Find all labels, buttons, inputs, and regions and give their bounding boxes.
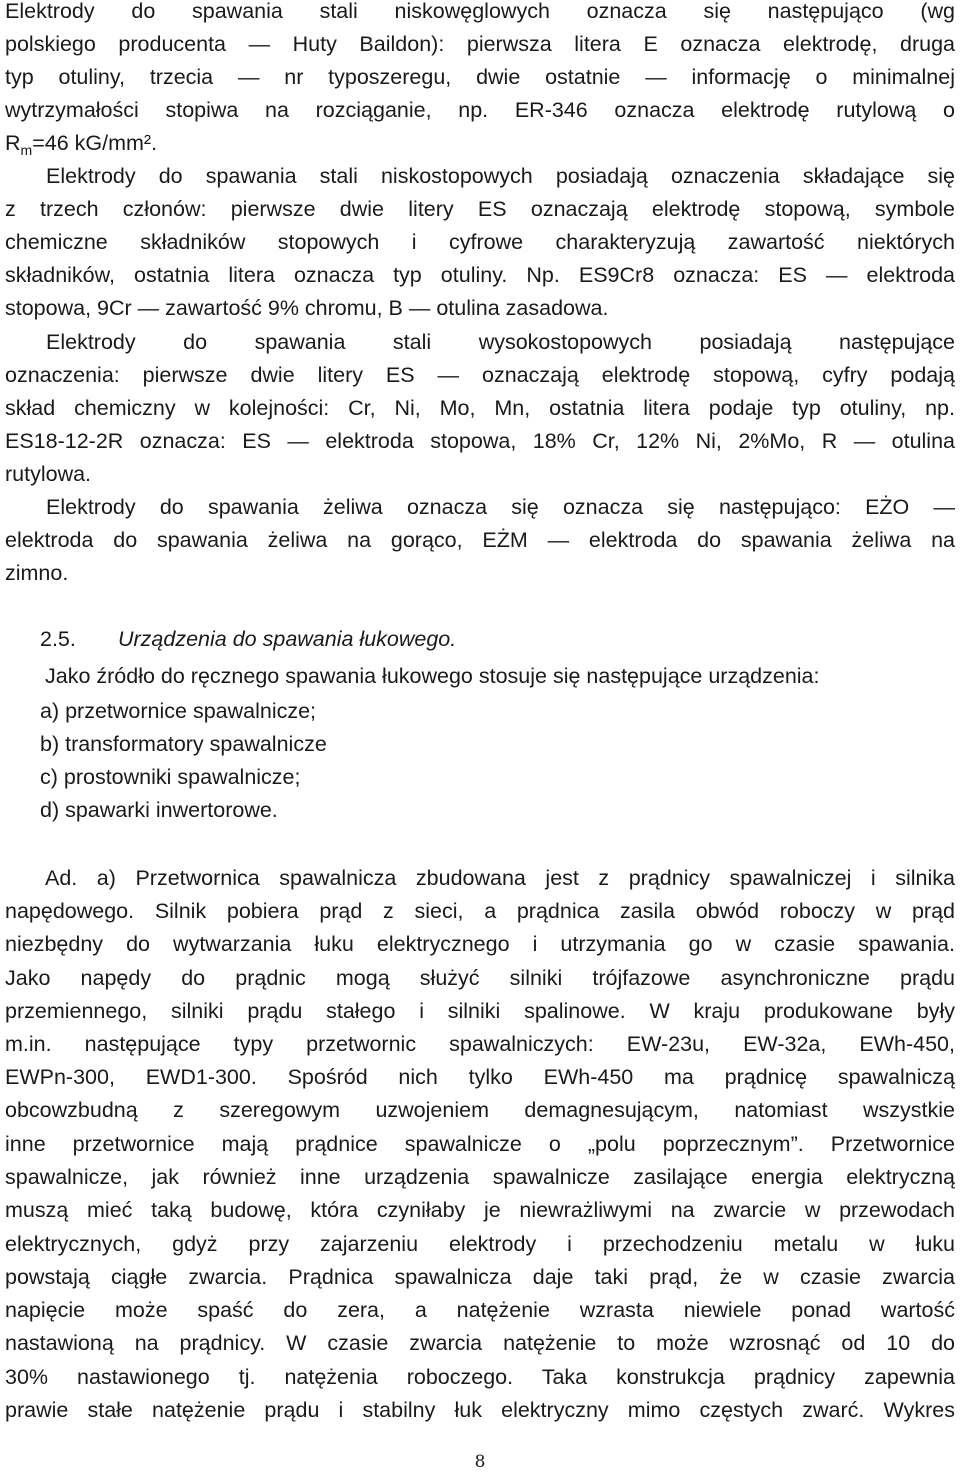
text-line: rutylowa. [5,462,92,486]
list-item: c) prostowniki spawalnicze; [40,765,301,789]
text-line: ES18-12-2R oznacza: ES — elektroda stopowa, 18% Cr, 12% Ni, 2%Mo, R — otulina [5,429,955,453]
text-line: Jako napędy do prądnic mogą służyć silniki trójfazowe asynchroniczne prądu [5,966,955,990]
section-title: Urządzenia do spawania łukowego. [118,627,457,651]
text-line: Elektrody do spawania stali wysokostopowych posiadają następujące [46,330,955,354]
text-line: inne przetwornice mają prądnice spawalnicze o „polu poprzecznym”. Przetwornice [5,1132,955,1156]
text-line: EWPn-300, EWD1-300. Spośród nich tylko EWh-450 ma prądnicę spawalniczą [5,1065,955,1089]
text-line: wytrzymałości stopiwa na rozciąganie, np. ER-346 oznacza elektrodę rutylową o [5,98,955,122]
text-line: Ad. a) Przetwornica spawalnicza zbudowana jest z prądnicy spawalniczej i silnika [45,866,955,890]
text-line: spawalnicze, jak również inne urządzenia spawalnicze zasilające energia elektryczną [5,1165,955,1189]
formula-subscript: m [20,142,33,158]
text-line: polskiego producenta — Huty Baildon): pierwsza litera E oznacza elektrodę, druga [5,32,955,56]
text-line: napięcie może spaść do zera, a natężenie wzrasta niewiele ponad wartość [5,1298,955,1322]
text-line: typ otuliny, trzecia — nr typoszeregu, dwie ostatnie — informację o minimalnej [5,65,955,89]
text-line: z trzech członów: pierwsze dwie litery ES oznaczają elektrodę stopową, symbole [5,197,955,221]
formula-value: =46 kG/mm². [32,131,158,155]
text-line: skład chemiczny w kolejności: Cr, Ni, Mo, Mn, ostatnia litera podaje typ otuliny, np. [5,396,955,420]
text-line: przemiennego, silniki prądu stałego i silniki spalinowe. W kraju produkowane były [5,999,955,1023]
page-number: 8 [474,1452,486,1472]
section-number: 2.5. [40,627,76,651]
text-line: elektrycznych, gdyż przy zajarzeniu elektrody i przechodzeniu metalu w łuku [5,1232,955,1256]
text-line: obcowzbudną z szeregowym uzwojeniem demagnesującym, natomiast wszystkie [5,1098,955,1122]
text-line: m.in. następujące typy przetwornic spawalniczych: EW-23u, EW-32a, EWh-450, [5,1032,955,1056]
text-line: stopowa, 9Cr — zawartość 9% chromu, B — otulina zasadowa. [5,296,609,320]
text-line: niezbędny do wytwarzania łuku elektrycznego i utrzymania go w czasie spawania. [5,932,955,956]
text-line: elektroda do spawania żeliwa na gorąco, EŻM — elektroda do spawania żeliwa na [5,528,955,552]
text-line: 30% nastawionego tj. natężenia roboczego. Taka konstrukcja prądnicy zapewnia [5,1365,955,1389]
intro-text: Jako źródło do ręcznego spawania łukowego stosuje się następujące urządzenia: [45,664,820,688]
list-item: b) transformatory spawalnicze [40,732,327,756]
text-line: chemiczne składników stopowych i cyfrowe charakteryzują zawartość niektórych [5,230,955,254]
text-line: Elektrody do spawania stali niskostopowych posiadają oznaczenia składające się [46,164,955,188]
text-line: Elektrody do spawania żeliwa oznacza się oznacza się następująco: EŻO — [46,495,955,519]
list-item: d) spawarki inwertorowe. [40,798,278,822]
text-line: muszą mieć taką budowę, która czyniłaby je niewrażliwymi na zwarcie w przewodach [5,1198,955,1222]
text-line: powstają ciągłe zwarcia. Prądnica spawalnicza daje taki prąd, że w czasie zwarcia [5,1265,955,1289]
text-line: Elektrody do spawania stali niskowęglowych oznacza się następująco (wg [5,0,955,23]
text-line: prawie stałe natężenie prądu i stabilny łuk elektryczny mimo częstych zwarć. Wykres [5,1398,955,1422]
text-line: napędowego. Silnik pobiera prąd z sieci, a prądnica zasila obwód roboczy w prąd [5,899,955,923]
text-line: składników, ostatnia litera oznacza typ otuliny. Np. ES9Cr8 oznacza: ES — elektroda [5,263,955,287]
text-line: oznaczenia: pierwsze dwie litery ES — oznaczają elektrodę stopową, cyfry podają [5,363,955,387]
text-line: nastawioną na prądnicy. W czasie zwarcia natężenie to może wzrosnąć od 10 do [5,1331,955,1355]
formula-r: R [5,131,21,155]
text-line: zimno. [5,561,69,585]
list-item: a) przetwornice spawalnicze; [40,699,317,723]
